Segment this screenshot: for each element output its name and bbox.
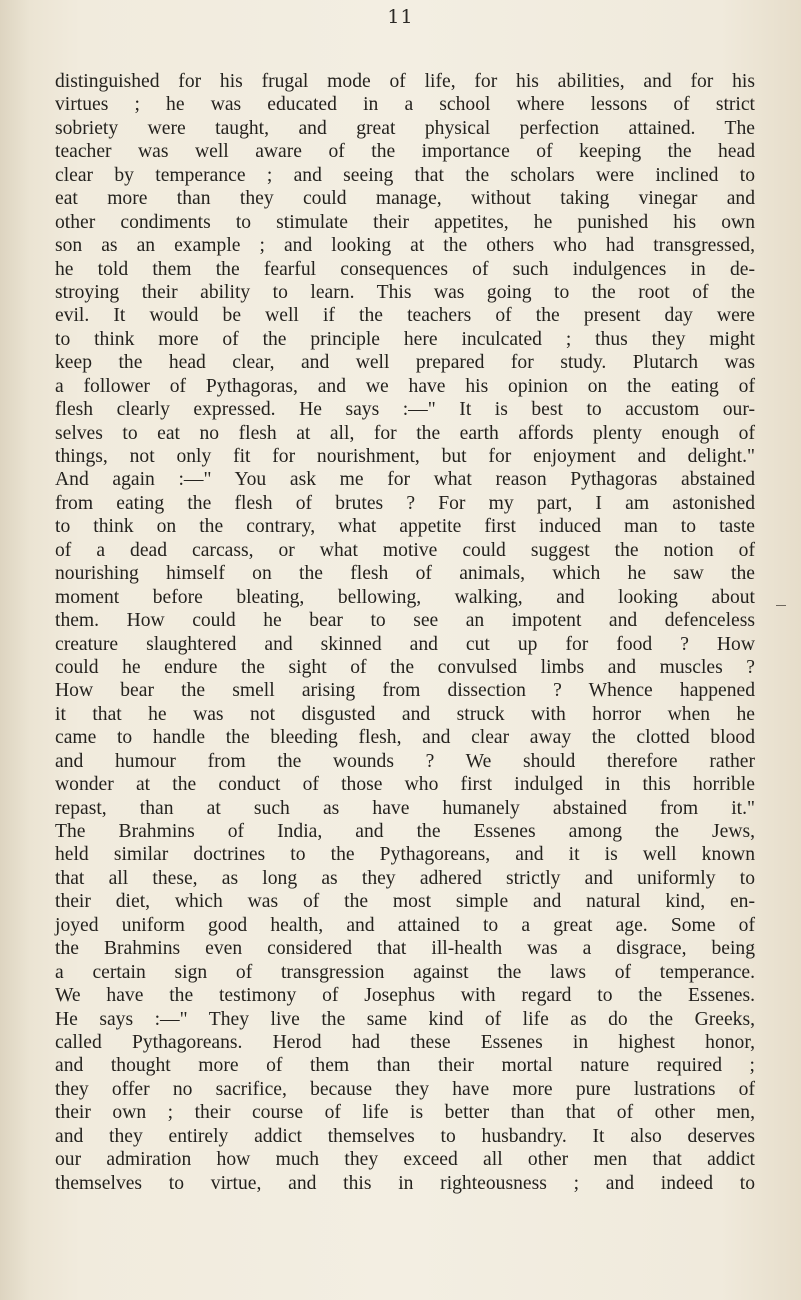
text-line: sobriety were taught, and great physical perfection attained. The — [55, 117, 755, 139]
text-line: to think more of the principle here inculcated ; thus they might — [55, 328, 755, 350]
text-line: them. How could he bear to see an impotent and defenceless — [55, 610, 755, 632]
text-line: nourishing himself on the flesh of animals, which he saw the — [55, 563, 755, 585]
text-line: creature slaughtered and skinned and cut up for food ? How — [55, 633, 755, 655]
text-line: and thought more of them than their mortal nature required ; — [55, 1055, 755, 1077]
text-line: came to handle the bleeding flesh, and clear away the clotted blood — [55, 727, 755, 749]
text-line: a follower of Pythagoras, and we have his opinion on the eating of — [55, 375, 755, 397]
text-line: clear by temperance ; and seeing that the scholars were inclined to — [55, 164, 755, 186]
text-line: they offer no sacrifice, because they have more pure lustrations of — [55, 1078, 755, 1100]
text-line: their diet, which was of the most simple and natural kind, en- — [55, 891, 755, 913]
text-line: flesh clearly expressed. He says :—" It is best to accustom our- — [55, 399, 755, 421]
text-line: held similar doctrines to the Pythagoreans, and it is well known — [55, 844, 755, 866]
text-line: selves to eat no flesh at all, for the earth affords plenty enough of — [55, 422, 755, 444]
text-line: he told them the fearful consequences of such indulgences in de- — [55, 258, 755, 280]
text-line: and humour from the wounds ? We should therefore rather — [55, 750, 755, 772]
text-line: the Brahmins even considered that ill-health was a disgrace, being — [55, 938, 755, 960]
text-line: of a dead carcass, or what motive could suggest the notion of — [55, 539, 755, 561]
text-line: our admiration how much they exceed all other men that addict — [55, 1149, 755, 1171]
margin-mark — [776, 605, 786, 606]
text-line: And again :—" You ask me for what reason Pythagoras abstained — [55, 469, 755, 491]
text-line: could he endure the sight of the convulsed limbs and muscles ? — [55, 656, 755, 678]
text-line: stroying their ability to learn. This was going to the root of the — [55, 281, 755, 303]
text-line: from eating the flesh of brutes ? For my part, I am astonished — [55, 492, 755, 514]
text-line: other condiments to stimulate their appetites, he punished his own — [55, 211, 755, 233]
text-line: a certain sign of transgression against the laws of temperance. — [55, 961, 755, 983]
text-line: distinguished for his frugal mode of life, for his abilities, and for his — [55, 71, 755, 92]
text-line: moment before bleating, bellowing, walking, and looking about — [55, 586, 755, 608]
page-number: 11 — [387, 6, 414, 28]
text-line: wonder at the conduct of those who first indulged in this horrible — [55, 774, 755, 796]
text-line: things, not only fit for nourishment, but for enjoyment and delight." — [55, 446, 755, 467]
text-line: virtues ; he was educated in a school where lessons of strict — [55, 94, 755, 116]
text-line: teacher was well aware of the importance of keeping the head — [55, 141, 755, 163]
text-line: their own ; their course of life is better than that of other men, — [55, 1102, 755, 1124]
text-line: called Pythagoreans. Herod had these Essenes in highest honor, — [55, 1031, 755, 1053]
text-line: keep the head clear, and well prepared for study. Plutarch was — [55, 352, 755, 374]
text-line: it that he was not disgusted and struck with horror when he — [55, 703, 755, 725]
text-line: evil. It would be well if the teachers of the present day were — [55, 305, 755, 327]
text-line: son as an example ; and looking at the others who had transgressed, — [55, 235, 755, 257]
text-line: The Brahmins of India, and the Essenes among the Jews, — [55, 821, 755, 842]
text-line: joyed uniform good health, and attained to a great age. Some of — [55, 914, 755, 936]
text-line: themselves to virtue, and this in righteousness ; and indeed to — [55, 1172, 755, 1194]
text-line: and they entirely addict themselves to husbandry. It also deserves — [55, 1125, 755, 1147]
text-line: We have the testimony of Josephus with regard to the Essenes. — [55, 985, 755, 1007]
text-line: How bear the smell arising from dissection ? Whence happened — [55, 680, 755, 702]
text-line: He says :—" They live the same kind of life as do the Greeks, — [55, 1008, 755, 1030]
body-text — [55, 70, 755, 1195]
text-line: eat more than they could manage, without taking vinegar and — [55, 188, 755, 210]
text-line: to think on the contrary, what appetite first induced man to taste — [55, 516, 755, 538]
text-line: that all these, as long as they adhered strictly and uniformly to — [55, 867, 755, 889]
text-line: repast, than at such as have humanely abstained from it." — [55, 797, 755, 819]
